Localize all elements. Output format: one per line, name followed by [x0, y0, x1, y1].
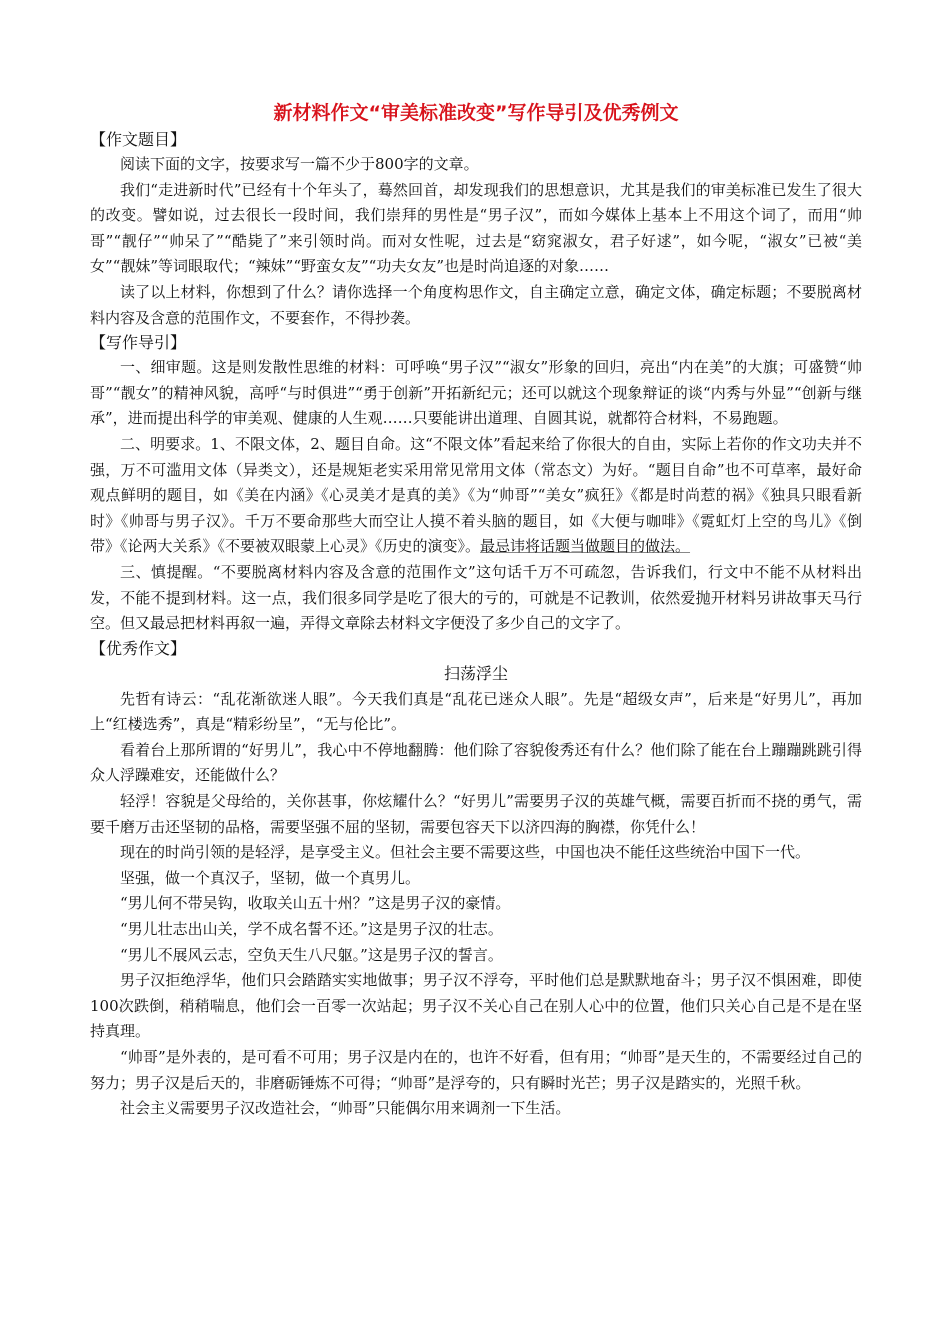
- essay-paragraph: “帅哥”是外表的，是可看不可用；男子汉是内在的，也许不好看，但有用；“帅哥”是天生的，不需要经过自己的努力；男子汉是后天的，非磨砺锤炼不可得；“帅哥”是浮夸的，只有瞬时光芒；男子汉是踏实的，光照千秋。: [90, 1048, 862, 1092]
- guide-section: [90, 331, 862, 637]
- essay-paragraph: 现在的时尚引领的是轻浮，是享受主义。但社会主要不需要这些，中国也决不能任这些统治中国下一代。: [120, 843, 811, 862]
- topic-paragraph: 我们“走进新时代”已经有十个年头了，蓦然回首，却发现我们的思想意识，尤其是我们的审美标准已发生了很大的改变。譬如说，过去很长一段时间，我们崇拜的男性是“男子汉”，而如今媒体上基本上不用这个词了，而用“帅哥”“靓仔”“帅呆了”“酷毙了”来引领时尚。而对女性呢，过去是“窈窕淑女，君子好逑”，如今呢，“淑女”已被“美女”“靓妹”等词眼取代；“辣妹”“野蛮女友”“功夫女友”也是时尚追逐的对象……: [90, 180, 862, 276]
- essay-paragraph: 男子汉拒绝浮华，他们只会踏踏实实地做事；男子汉不浮夸，平时他们总是默默地奋斗；男子汉不惧困难，即使100次跌倒，稍稍喘息，他们会一百零一次站起；男子汉不关心自己在别人心中的位置，他们只关心自己是不是在坚持真理。: [90, 971, 862, 1041]
- document-page: [90, 98, 862, 1122]
- essay-paragraph: 社会主义需要男子汉改造社会，“帅哥”只能偶尔用来调剂一下生活。: [120, 1099, 571, 1118]
- topic-paragraph: 读了以上材料，你想到了什么？请你选择一个角度构思作文，自主确定立意，确定文体，确定标题；不要脱离材料内容及含意的范围作文，不要套作，不得抄袭。: [90, 282, 862, 327]
- essay-title: 扫荡浮尘: [443, 663, 508, 683]
- essay-paragraph: 看着台上那所谓的“好男儿”，我心中不停地翻腾：他们除了容貌俊秀还有什么？他们除了能在台上蹦蹦跳跳引得众人浮躁难安，还能做什么？: [90, 740, 862, 785]
- essay-paragraph: 坚强，做一个真汉子，坚韧，做一个真男儿。: [120, 868, 421, 887]
- guide-paragraph: 三、慎提醒。“不要脱离材料内容及含意的范围作文”这句话千万不可疏忽，告诉我们，行文中不能不从材料出发，不能不提到材料。这一点，我们很多同学是吃了很大的亏的，可就是不记教训，依然爱抛开材料另讲故事天马行空。但又最忌把材料再叙一遍，弄得文章除去材料文字便没了多少自己的文字了。: [90, 562, 862, 633]
- document-title: 新材料作文“审美标准改变”写作导引及优秀例文: [273, 102, 679, 124]
- guide-heading: 【写作导引】: [90, 333, 187, 353]
- essay-paragraph: 先哲有诗云：“乱花渐欲迷人眼”。今天我们真是“乱花已迷众人眼”。先是“超级女声”，后来是“好男儿”，再加上“红楼选秀”，真是“精彩纷呈”，“无与伦比”。: [90, 689, 862, 734]
- essay-heading: 【优秀作文】: [90, 638, 187, 658]
- guide-paragraph-text: 二、明要求。1、不限文体，2、题目自命。这“不限文体”看起来给了你很大的自由，实际上若你的作文功夫并不强，万不可滥用文体（异类文），还是规矩老实采用常见常用文体（常态文）为好。“题目自命”也不可草率，最好命观点鲜明的题目，如《美在内涵》《心灵美才是真的美》《为“帅哥”“美女”疯狂》《都是时尚惹的祸》《独具只眼看新时》《帅哥与男子汉》。千万不要命那些大而空让人摸不着头脑的题目，如《大便与咖啡》《霓虹灯上空的鸟儿》《倒带》《论两大关系》《不要被双眼蒙上心灵》《历史的演变》。: [90, 434, 862, 556]
- essay-paragraph: 轻浮！容貌是父母给的，关你甚事，你炫耀什么？“好男儿”需要男子汉的英雄气概，需要百折而不挠的勇气，需要千磨万击还坚韧的品格，需要坚强不屈的坚韧，需要包容天下以济四海的胸襟，你凭什么！: [90, 792, 862, 836]
- topic-section: [90, 128, 862, 331]
- essay-paragraph: “男儿不展风云志，空负天生八尺躯。”这是男子汉的誓言。: [120, 945, 503, 964]
- guide-underlined-text: 最忌讳将话题当做题目的做法。: [480, 537, 691, 556]
- topic-heading: 【作文题目】: [90, 130, 187, 149]
- essay-paragraph: “男儿壮志出山关，学不成名誓不还。”这是男子汉的壮志。: [120, 920, 503, 939]
- guide-paragraph: 一、细审题。这是则发散性思维的材料：可呼唤“男子汉”“淑女”形象的回归，亮出“内在美”的大旗；可盛赞“帅哥”“靓女”的精神风貌，高呼“与时俱进”“勇于创新”开拓新纪元；还可以就这个现象辩证的谈“内秀与外显”“创新与继承”，进而提出科学的审美观、健康的人生观……只要能讲出道理、自圆其说，就都符合材料，不易跑题。: [90, 358, 862, 428]
- guide-paragraph: [90, 432, 862, 560]
- essay-section: [90, 637, 862, 1122]
- topic-paragraph: 阅读下面的文字，按要求写一篇不少于800字的文章。: [120, 155, 479, 173]
- essay-paragraph: “男儿何不带吴钩，收取关山五十州？”这是男子汉的豪情。: [120, 894, 511, 913]
